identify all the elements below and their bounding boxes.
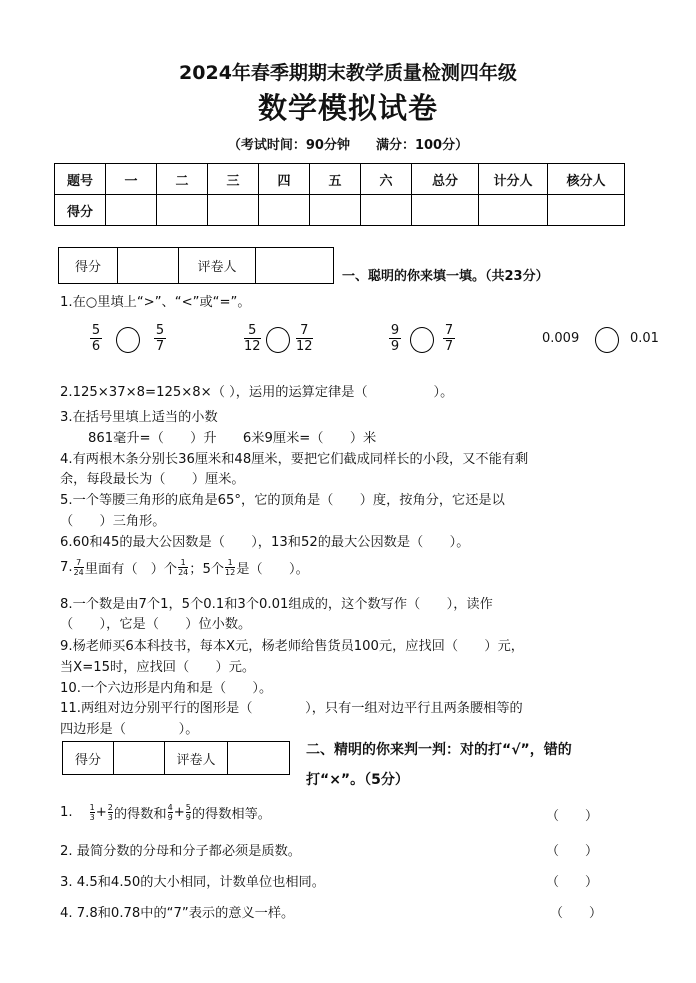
fraction: 5 7 [155,323,165,354]
section2-grader-box [62,741,290,775]
question-1: 1.在○里填上“>”、“<”或“=”。 [60,295,251,310]
question-6: 6.60和45的最大公因数是（ ），13和52的最大公因数是（ ）。 [60,535,470,550]
question-2: 2.125×37×8=125×8×（ ），运用的运算定律是（ ）。 [60,385,454,400]
table-cell: 核分人 [548,164,625,195]
answer-blank[interactable]: （ ） [550,906,603,921]
table-cell: 总分 [412,164,479,195]
table-cell: 题号 [55,164,106,195]
fraction: 7 24 [73,558,84,577]
answer-blank[interactable]: （ ） [546,844,599,859]
score-table-header-row [55,164,625,195]
question-9: 9.杨老师买6本科技书，每本X元，杨老师给售货员100元，应找回（ ）元， [60,639,524,654]
table-cell: 五 [310,164,361,195]
question-11-cont: 四边形是（ ）。 [60,722,199,737]
exam-time-info: （考试时间：90分钟 满分：100分） [227,138,469,153]
fraction: 5 9 [185,803,191,822]
decimal-value: 0.009 [542,331,580,346]
question-4-cont: 余，每段最长为（ ）厘米。 [60,472,245,487]
answer-blank[interactable]: （ ） [546,809,599,824]
table-cell: 计分人 [479,164,548,195]
question-8: 8.一个数是由7个1，5个0.1和3个0.01组成的，这个数写作（ ），读作 [60,597,493,612]
fraction: 7 7 [444,323,454,354]
table-cell: 二 [157,164,208,195]
grader-label: 评卷人 [165,742,228,774]
section1-grader-box [58,247,334,284]
fraction: 5 12 [244,323,261,354]
score-input-cell[interactable] [310,195,361,226]
table-cell: 得分 [55,195,106,226]
score-input-cell[interactable] [106,195,157,226]
score-blank[interactable] [114,742,165,774]
question-5: 5.一个等腰三角形的底角是65°，它的顶角是（ ）度，按角分，它还是以 [60,493,505,508]
question-11: 11.两组对边分别平行的图形是（ ），只有一组对边平行且两条腰相等的 [60,701,523,716]
score-input-cell[interactable] [259,195,310,226]
score-input-cell[interactable] [208,195,259,226]
section1-heading: 一、聪明的你来填一填。（共23分） [342,269,549,284]
score-label: 得分 [63,742,114,774]
exam-subject-title: 数学模拟试卷 [257,91,438,125]
fraction: 4 9 [167,803,173,822]
question-7: 7. 7 24 里面有（ ）个 1 24 ；5个 1 12 是（ ）。 [60,558,309,577]
score-table [54,163,625,226]
section2-heading: 二、精明的你来判一判：对的打“√”，错的 [306,742,572,758]
judgment-4: 4. 7.8和0.78中的“7”表示的意义一样。 [60,906,295,921]
fraction: 7 12 [296,323,313,354]
score-label: 得分 [59,248,118,283]
grader-blank[interactable] [256,248,333,283]
section2-heading-cont: 打“×”。（5分） [306,772,409,788]
answer-blank[interactable]: （ ） [546,875,599,890]
question-10: 10.一个六边形是内角和是（ ）。 [60,681,273,696]
compare-circle[interactable] [595,327,619,353]
grader-label: 评卷人 [179,248,256,283]
table-cell: 一 [106,164,157,195]
table-cell: 四 [259,164,310,195]
table-cell: 三 [208,164,259,195]
fraction: 1 12 [225,558,236,577]
question-4: 4.有两根木条分别长36厘米和48厘米，要把它们截成同样长的小段，又不能有剩 [60,452,529,467]
grader-blank[interactable] [228,742,289,774]
fraction: 1 24 [178,558,189,577]
score-input-cell[interactable] [479,195,548,226]
question-8-cont: （ ），它是（ ）位小数。 [60,617,252,632]
fraction: 2 3 [107,803,113,822]
judgment-2: 2. 最简分数的分母和分子都必须是质数。 [60,844,301,859]
compare-circle[interactable] [266,327,290,353]
fraction: 1 3 [89,803,95,822]
table-cell: 六 [361,164,412,195]
decimal-value: 0.01 [630,331,659,346]
fraction: 9 9 [390,323,400,354]
fraction: 5 6 [91,323,101,354]
exam-title: 2024年春季期期末教学质量检测四年级 [179,62,517,84]
score-table-score-row [55,195,625,226]
score-input-cell[interactable] [157,195,208,226]
question-9-cont: 当X=15时，应找回（ ）元。 [60,660,256,675]
compare-circle[interactable] [116,327,140,353]
score-input-cell[interactable] [361,195,412,226]
question-3-items: 861毫升=（ ）升 6米9厘米=（ ）米 [88,431,377,446]
question-3: 3.在括号里填上适当的小数 [60,410,218,425]
judgment-1: 1. 1 3 + 2 3 的得数和 4 9 + 5 9 的得数相等。 [60,803,271,822]
compare-circle[interactable] [410,327,434,353]
question-5-cont: （ ）三角形。 [60,514,166,529]
judgment-3: 3. 4.5和4.50的大小相同，计数单位也相同。 [60,875,325,890]
score-input-cell[interactable] [548,195,625,226]
score-blank[interactable] [118,248,179,283]
score-input-cell[interactable] [412,195,479,226]
